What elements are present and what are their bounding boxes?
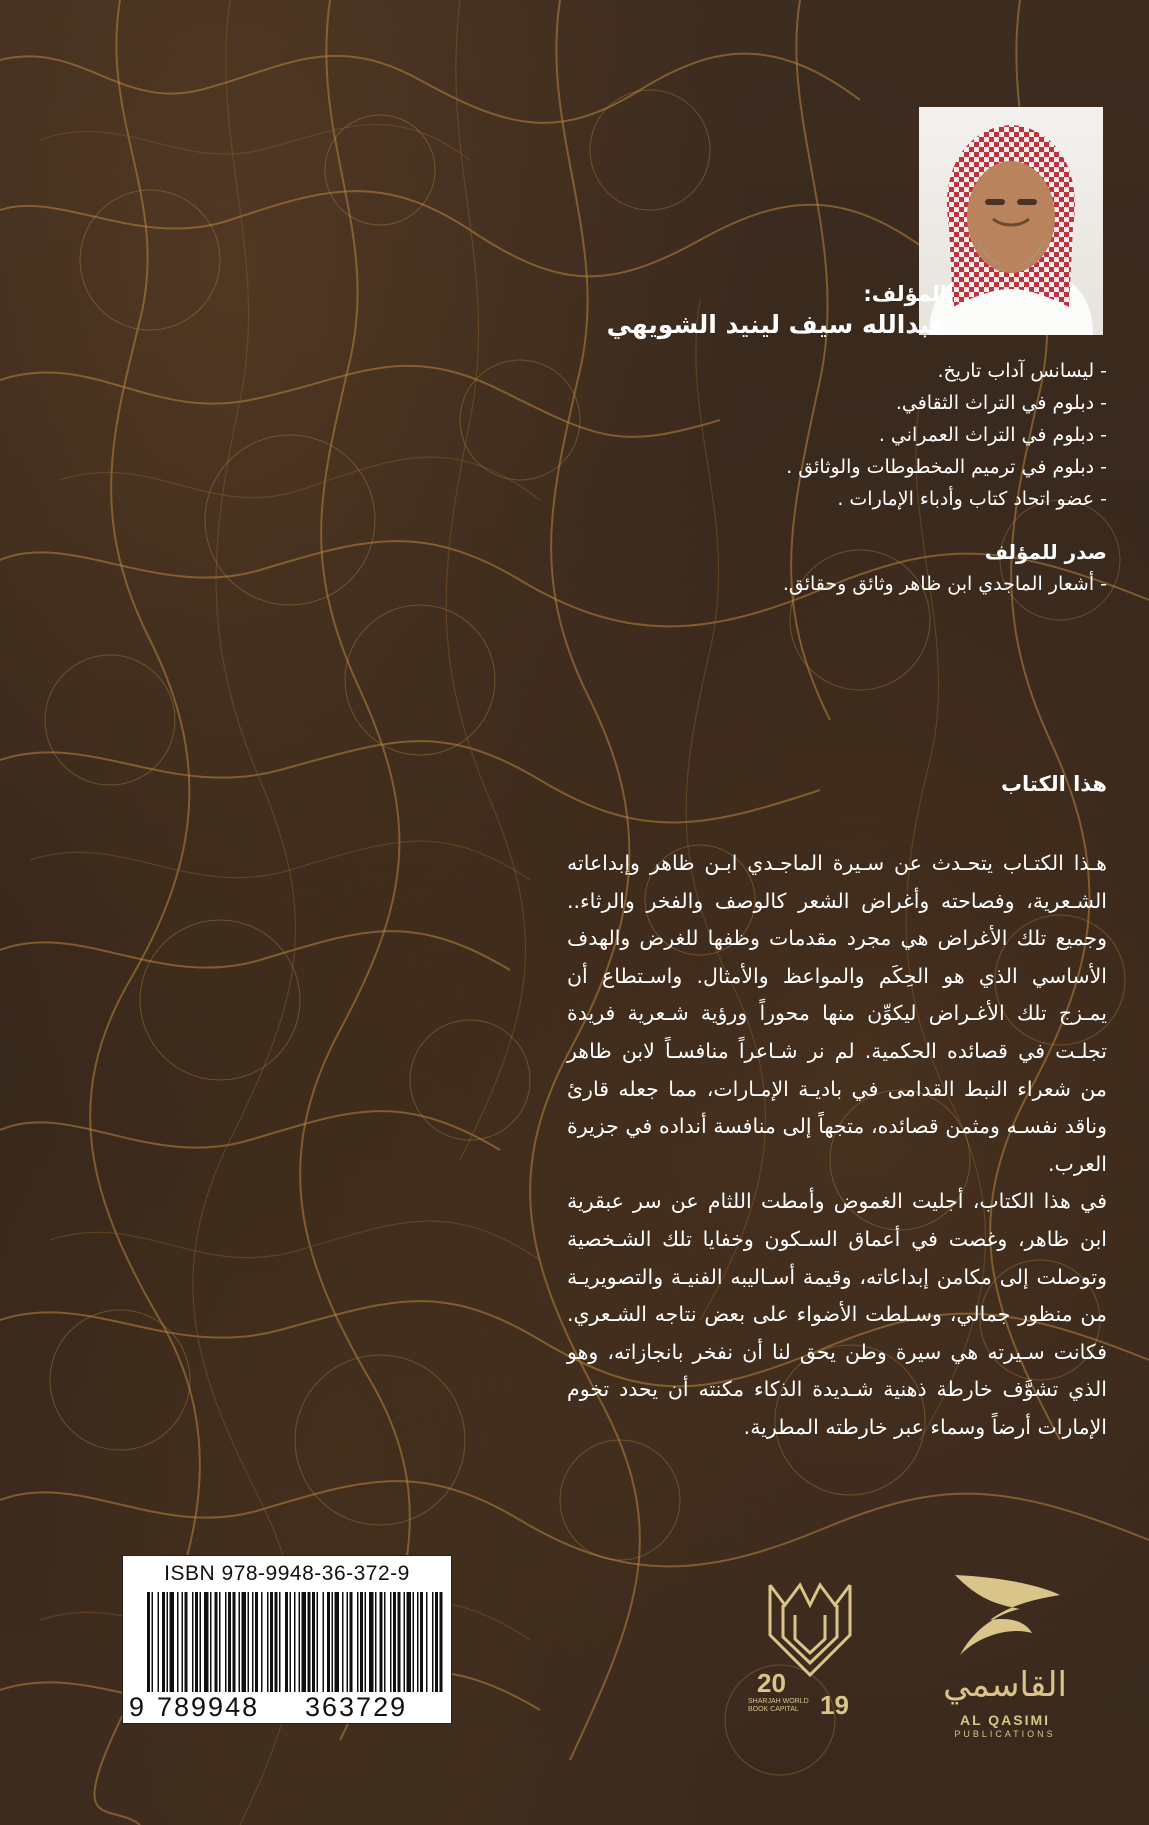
barcode-bar	[270, 1592, 273, 1692]
barcode-bar	[384, 1592, 386, 1692]
qualification-item: - عضو اتحاد كتاب وأدباء الإمارات .	[837, 488, 1107, 510]
barcode-bar	[290, 1592, 292, 1692]
barcode-bar	[261, 1592, 263, 1692]
barcode-bar	[204, 1592, 209, 1692]
barcode-bar	[440, 1592, 443, 1692]
barcode-bar	[407, 1592, 412, 1692]
barcode-bar	[432, 1592, 434, 1692]
barcode-bar	[360, 1592, 363, 1692]
barcode-bar	[299, 1592, 301, 1692]
barcode-bar	[255, 1592, 258, 1692]
barcode-bar	[426, 1592, 428, 1692]
isbn-digit-first: 9	[129, 1692, 145, 1722]
barcode-bar	[435, 1592, 438, 1692]
barcode-bar	[192, 1592, 194, 1692]
about-book-text	[567, 845, 1107, 1447]
barcode-bar	[147, 1592, 150, 1692]
isbn-digits-left: 789948	[157, 1692, 260, 1722]
publisher-name-english: AL QASIMI	[959, 1712, 1051, 1728]
barcode-bar	[279, 1592, 281, 1692]
barcode-bar	[162, 1592, 165, 1692]
barcode-bar	[185, 1592, 188, 1692]
barcode-bar	[393, 1592, 396, 1692]
barcode-bar	[317, 1592, 319, 1692]
publisher-name-arabic: القاسمي	[943, 1665, 1067, 1705]
barcode-bar	[248, 1592, 250, 1692]
isbn-digits	[123, 1692, 451, 1722]
author-label: المؤلف:	[863, 282, 947, 306]
barcode-bar	[275, 1592, 278, 1692]
publications-heading: صدر للمؤلف	[984, 540, 1107, 564]
about-book-heading: هذا الكتاب	[1000, 772, 1107, 796]
barcode-bar	[267, 1592, 269, 1692]
barcode-bar	[294, 1592, 296, 1692]
author-name: عبدالله سيف لينيد الشويهي	[606, 310, 947, 339]
publisher-subtitle: PUBLICATIONS	[954, 1729, 1056, 1739]
barcode-bar	[182, 1592, 184, 1692]
qualifications-list	[786, 355, 1107, 515]
barcode-bar	[215, 1592, 218, 1692]
barcode-bar	[357, 1592, 359, 1692]
barcode-bar	[152, 1592, 154, 1692]
barcode-bar	[380, 1592, 383, 1692]
barcode-bar	[375, 1592, 377, 1692]
barcode-bar	[242, 1592, 247, 1692]
qualification-item: - دبلوم في التراث الثقافي.	[895, 392, 1107, 414]
publication-item: - أشعار الماجدي ابن ظاهر وثائق وحقائق.	[782, 573, 1107, 595]
about-paragraph-1: هـذا الكتـاب يتحـدث عن سـيرة الماجـدي ابـن ظاهر وإبداعاته الشـعرية، وفصاحته وأغراض الشعر كالوصف والفخر والرثاء.. وجميع تلك الأغراض هي مجرد مقدمات وظفها للغرض والهدف الأساسي الذي هو الحِكَم والمواعظ والأمثال. واسـتطاع أن يمـزج تلك الأغـراض ليكوِّن منها محوراً ورؤية شـعرية فريدة تجلـت في قصائده الحكمية. لم نر شـاعراً منافسـاً لابن ظاهر من شعراء النبط القدامى في باديـة الإمـارات، مما جعله قارئ وناقد نفسـه ومثمن قصائده، متجهاً إلى منافسة أنداده في جزيرة العرب.	[567, 851, 1107, 1176]
barcode-bar	[335, 1592, 340, 1692]
barcode-bar	[398, 1592, 401, 1692]
barcode-bar	[404, 1592, 406, 1692]
barcode-bar	[327, 1592, 330, 1692]
barcode-bar	[170, 1592, 175, 1692]
barcode-graphic	[147, 1592, 443, 1692]
barcode-bar	[228, 1592, 231, 1692]
barcode-bar	[302, 1592, 307, 1692]
barcode-bar	[158, 1592, 160, 1692]
barcode-bar	[332, 1592, 334, 1692]
barcode-bar	[312, 1592, 315, 1692]
barcode-bar	[365, 1592, 367, 1692]
sharjah-year-20: 20	[757, 1668, 786, 1698]
sharjah-caption: SHARJAH WORLD BOOK CAPITAL	[748, 1698, 809, 1713]
isbn-label: ISBN 978-9948-36-372-9	[164, 1562, 410, 1585]
qualification-item: - ليسانس آداب تاريخ.	[937, 360, 1107, 382]
qualification-item: - دبلوم في ترميم المخطوطات والوثائق .	[786, 456, 1107, 478]
barcode-bar	[210, 1592, 212, 1692]
barcode-bar	[252, 1592, 254, 1692]
sharjah-year-19: 19	[820, 1690, 849, 1720]
about-paragraph-2: في هذا الكتاب، أجليت الغموض وأمطت اللثام عن سر عبقرية ابن ظاهر، وغصت في أعماق السـكون وخفايا تلك الشـخصية وتوصلت إلى مكامن إبداعاته، وقيمة أسـاليبه الفنيـة والتصويريـة من منظور جمالي، وسـلطت الأضواء على بعض نتاجه الشـعري. فكانت سـيرته هي سيرة وطن يحق لنا أن نفخر بانجازاته، وهو الذي تشوَّف خارطة ذهنية شـديدة الذكاء مكنته أن يحدد تخوم الإمارات أرضاً وسماء عبر خارطته المطرية.	[567, 1189, 1107, 1439]
barcode-bar	[417, 1592, 419, 1692]
barcode-bar	[285, 1592, 288, 1692]
barcode-bar	[167, 1592, 169, 1692]
isbn-digits-right: 363729	[305, 1692, 408, 1722]
barcode-bar	[200, 1592, 202, 1692]
barcode-bar	[342, 1592, 344, 1692]
barcode-bar	[350, 1592, 353, 1692]
barcode-bar	[233, 1592, 236, 1692]
barcode-bar	[369, 1592, 374, 1692]
barcode-bar	[347, 1592, 349, 1692]
barcode-bar	[308, 1592, 311, 1692]
isbn-barcode-box	[122, 1555, 452, 1724]
barcode-bar	[239, 1592, 241, 1692]
barcode-bar	[177, 1592, 179, 1692]
qualification-item: - دبلوم في التراث العمراني .	[878, 424, 1107, 446]
barcode-bar	[225, 1592, 227, 1692]
barcode-bar	[323, 1592, 325, 1692]
barcode-bar	[413, 1592, 415, 1692]
barcode-bar	[390, 1592, 392, 1692]
barcode-bar	[420, 1592, 423, 1692]
barcode-bar	[195, 1592, 198, 1692]
barcode-bar	[219, 1592, 221, 1692]
al-qasimi-logo-mark	[940, 1565, 1070, 1665]
